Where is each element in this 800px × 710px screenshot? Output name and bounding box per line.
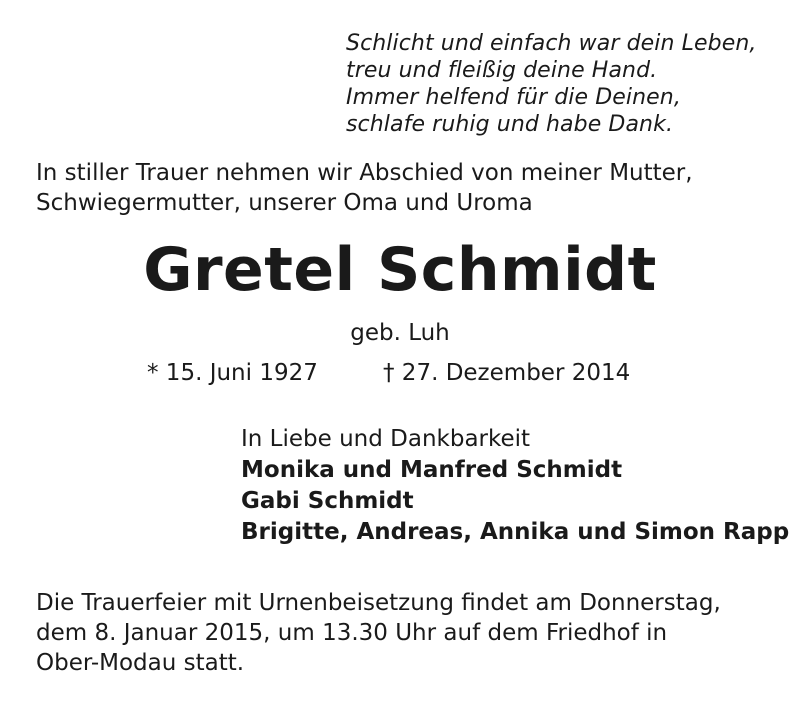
ceremony-line: Ober-Modau statt. <box>36 650 245 676</box>
poem <box>346 30 756 138</box>
mourner-name: Brigitte, Andreas, Annika und Simon Rapp <box>241 519 790 545</box>
mourner-name: Gabi Schmidt <box>241 488 414 514</box>
maiden-name: geb. Luh <box>350 320 450 346</box>
mourners-block <box>241 424 789 548</box>
mourner-name: Monika und Manfred Schmidt <box>241 457 623 483</box>
poem-line: treu und fleißig deine Hand. <box>346 58 658 83</box>
intro-text <box>36 158 693 218</box>
mourners-intro: In Liebe und Dankbarkeit <box>241 426 531 452</box>
ceremony-line: dem 8. Januar 2015, um 13.30 Uhr auf dem Friedhof in <box>36 620 668 646</box>
birth-date: * 15. Juni 1927 <box>147 360 318 386</box>
deceased-name: Gretel Schmidt <box>143 235 657 305</box>
ceremony-line: Die Trauerfeier mit Urnenbeisetzung findet am Donnerstag, <box>36 590 721 616</box>
poem-line: Immer helfend für die Deinen, <box>346 85 681 110</box>
intro-line: Schwiegermutter, unserer Oma und Uroma <box>36 190 533 216</box>
poem-line: schlafe ruhig und habe Dank. <box>346 112 674 137</box>
poem-line: Schlicht und einfach war dein Leben, <box>346 31 757 56</box>
intro-line: In stiller Trauer nehmen wir Abschied von meiner Mutter, <box>36 160 693 186</box>
death-date: † 27. Dezember 2014 <box>383 360 631 386</box>
ceremony-notice <box>36 588 721 678</box>
